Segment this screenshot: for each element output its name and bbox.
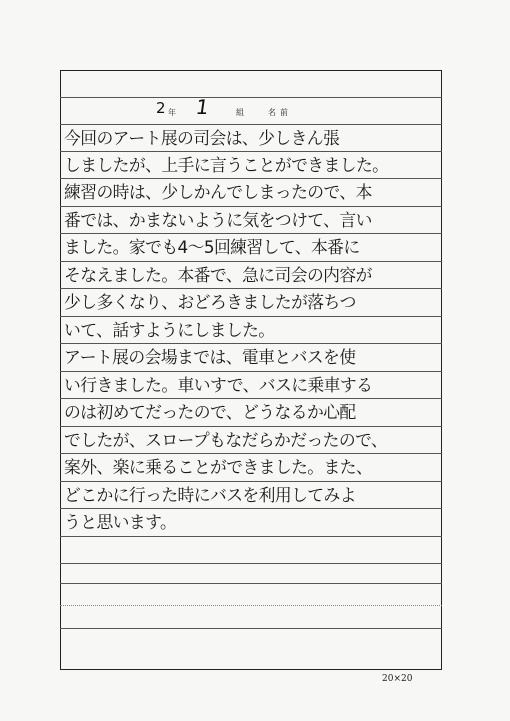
grid-size-label: 20×20 xyxy=(382,674,413,684)
essay-line-5: ました。家でも4～5回練習して、本番に xyxy=(64,238,360,258)
student-info-row xyxy=(60,95,442,124)
essay-line-14: どこかに行った時にバスを利用してみよ xyxy=(64,486,356,506)
ruled-line xyxy=(60,426,442,427)
ruled-line xyxy=(60,371,442,372)
ruled-line xyxy=(60,206,442,207)
essay-line-13: 案外、楽に乗ることができました。また、 xyxy=(64,458,373,478)
ruled-line xyxy=(60,536,442,537)
essay-line-11: のは初めてだったので、どうなるか心配 xyxy=(64,403,356,423)
class-unit-label: 組 xyxy=(236,108,244,117)
ruled-line xyxy=(60,316,442,317)
essay-line-4: 番では、かまないように気をつけて、言い xyxy=(64,211,372,231)
ruled-line xyxy=(60,261,442,262)
ruled-line xyxy=(60,563,442,564)
class-number: 1 xyxy=(194,95,211,119)
grade-unit-label: 年 xyxy=(168,108,176,117)
essay-line-8: いて、話すようにしました。 xyxy=(64,321,275,341)
ruled-line xyxy=(60,605,442,606)
grade-number: 2 xyxy=(156,99,166,117)
essay-line-2: しましたが、上手に言うことができました。 xyxy=(64,156,389,176)
essay-line-1: 今回のアート展の司会は、少しきん張 xyxy=(64,129,340,149)
essay-line-15: うと思います。 xyxy=(64,513,177,533)
ruled-line xyxy=(60,124,442,125)
ruled-line xyxy=(60,583,442,584)
ruled-line xyxy=(60,481,442,482)
ruled-line xyxy=(60,628,442,629)
essay-line-3: 練習の時は、少しかんでしまったので、本 xyxy=(64,183,372,203)
essay-line-7: 少し多くなり、おどろきましたが落ちつ xyxy=(64,293,356,313)
essay-line-6: そなえました。本番で、急に司会の内容が xyxy=(64,266,372,286)
essay-line-10: い行きました。車いすで、バスに乗車する xyxy=(64,376,373,396)
name-label: 名前 xyxy=(268,108,292,117)
essay-line-9: アート展の会場までは、電車とバスを使 xyxy=(64,348,356,368)
essay-line-12: でしたが、スロープもなだらかだったので、 xyxy=(64,431,388,451)
